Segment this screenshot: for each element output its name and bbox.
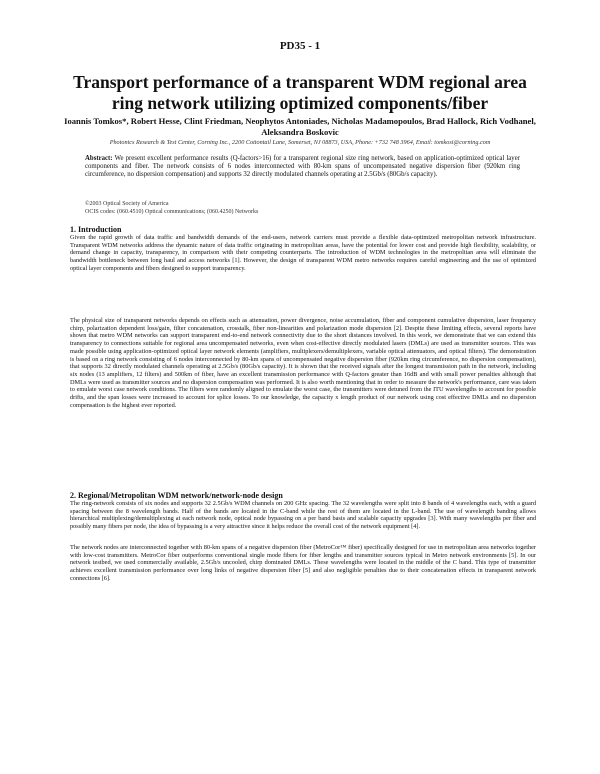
copyright <box>85 201 520 216</box>
intro-paragraph-2: The physical size of transparent networks depends on effects such as attenuation, power divergence, noise accumulation, fiber and component cumulative dispersion, laser frequency chirp, polarization dependent loss/gain, filter concatenation, crosstalk, fiber non-linearities and polarization mode dispersion [2]. Despite these limiting effects, several reports have shown that metro WDM networks can support transparent end-to-end network connectivity due to the short distances involved. In this work, we demonstrate that we can extend this transparency to connections suitable for regional area uncompensated networks, even when cost-effective directly modulated lasers (DMLs) are used as transmitter sources. This was made possible using application-optimized optical layer network elements (amplifiers, multiplexers/demultiplexers, variable optical attenuators, and optical filters). The demonstration is based on a ring network consisting of 6 nodes interconnected by 80-km spans of uncompensated negative dispersion fiber (920km ring circumference, no dispersion compensation), that supports 32 directly modulated channels operating at 2.5Gb/s (80Gb/s capacity). It is shown that the received signals after the longest transmission path in the network, including six nodes (13 amplifiers, 12 filters) and 500km of fiber, have an excellent transmission performance with Q-factors greater than 16dB and with small power penalties although that DMLs were used as transmitter sources and no dispersion compensation was performed. It is also worth mentioning that in order to measure the network's performance, care was taken to emulate worst case network conditions. The filters were randomly aligned to emulate the worst case, the transmitters were detuned from the ITU wavelengths to account for possible drifts, and the span losses were increased to account for splice losses. To our knowledge, the capacity x length product of our network using cost effective DMLs and no dispersion compensation is the highest ever reported. <box>70 317 536 409</box>
abstract-lead: Abstract: <box>85 155 113 162</box>
copyright-line: ©2003 Optical Society of America <box>85 201 169 207</box>
ocis-codes: OCIS codes: (060.4510) Optical communications; (060.4250) Networks <box>85 208 259 215</box>
intro-paragraph-1: Given the rapid growth of data traffic and bandwidth demands of the end-users, network carriers must provide a flexible data-optimized metropolitan network infrastructure. Transparent WDM networks address the dynamic nature of data traffic originating in metropolitan areas, have the potential for lower cost and provide high flexibility, scalability, or demand change in capacity, transparency, in comparison with their competing counterparts. The introduction of WDM technologies in the metropolitan area will eliminate the bandwidth bottleneck between long haul and access networks [1]. However, the design of transparent WDM metro networks requires careful engineering and the use of optimized optical layer components and fibers designed to support transparency. <box>70 234 536 272</box>
design-paragraph-2: The network nodes are interconnected together with 80-km spans of a negative dispersion fiber (MetroCor™ fiber) specifically designed for use in metropolitan area networks together with low-cost transmitters. MetroCor fiber outperforms conventional single mode fibers for fiber lengths and transmitter sources typical in Metro network environments [5]. In our network testbed, we used commercially available, 2.5Gb/s uncooled, chirp dominated DMLs. These wavelengths were located in the middle of the C band. This type of transmitter achieves excellent transmission performance over long links of negative dispersion fiber [5] and also negligible penalties due to their concatenation effects in transparent network connections [6]. <box>70 544 536 582</box>
section-heading-network-design: 2. Regional/Metropolitan WDM network/network-node design <box>70 491 283 500</box>
affiliation: Photonics Research & Test Center, Corning Inc., 2200 Cottontail Lane, Somerset, NJ 08873, USA, Phone: +732 748 3964, Email: tomkosi@corning.com <box>109 139 491 146</box>
design-paragraph-1: The ring-network consists of six nodes and supports 32 2.5Gb/s WDM channels on 200 GHz spacing. The 32 wavelengths were split into 8 bands of 4 wavelengths each, with a guard spacing between the 8 wavelength bands. Half of the bands are located in the C-band while the rest of them are located in the L-band. The use of wavelength banding allows hierarchical multiplexing/demultiplexing at each network node, optical node bypassing on a per band basis and scalable capacity upgrades [3]. With many wavelengths per fiber and possibly many fibers per node, the idea of bypassing is a very attractive since it helps reduce the overall cost of the network equipment [4]. <box>70 500 536 531</box>
page-id: PD35 - 1 <box>279 40 321 52</box>
abstract <box>85 155 520 180</box>
abstract-text: We present excellent performance results (Q-factors>16) for a transparent regional size ring network, based on application-optimized optical layer components and fiber. The network consists of 6 nodes interconnected with 80-km spans of uncompensated negative dispersion fiber (920km ring circumference, no dispersion compensation) and supports 32 directly modulated channels operating at 2.5Gb/s (80Gb/s capacity). <box>85 155 520 179</box>
author-list: Ioannis Tomkos*, Robert Hesse, Clint Friedman, Neophytos Antoniades, Nicholas Madamopoulos, Brad Hallock, Rich Vodhanel, Aleksandra Boskovic <box>64 116 536 137</box>
section-heading-introduction: 1. Introduction <box>70 225 122 234</box>
paper-title: Transport performance of a transparent WDM regional area ring network utilizing optimized components/fiber <box>73 72 527 113</box>
